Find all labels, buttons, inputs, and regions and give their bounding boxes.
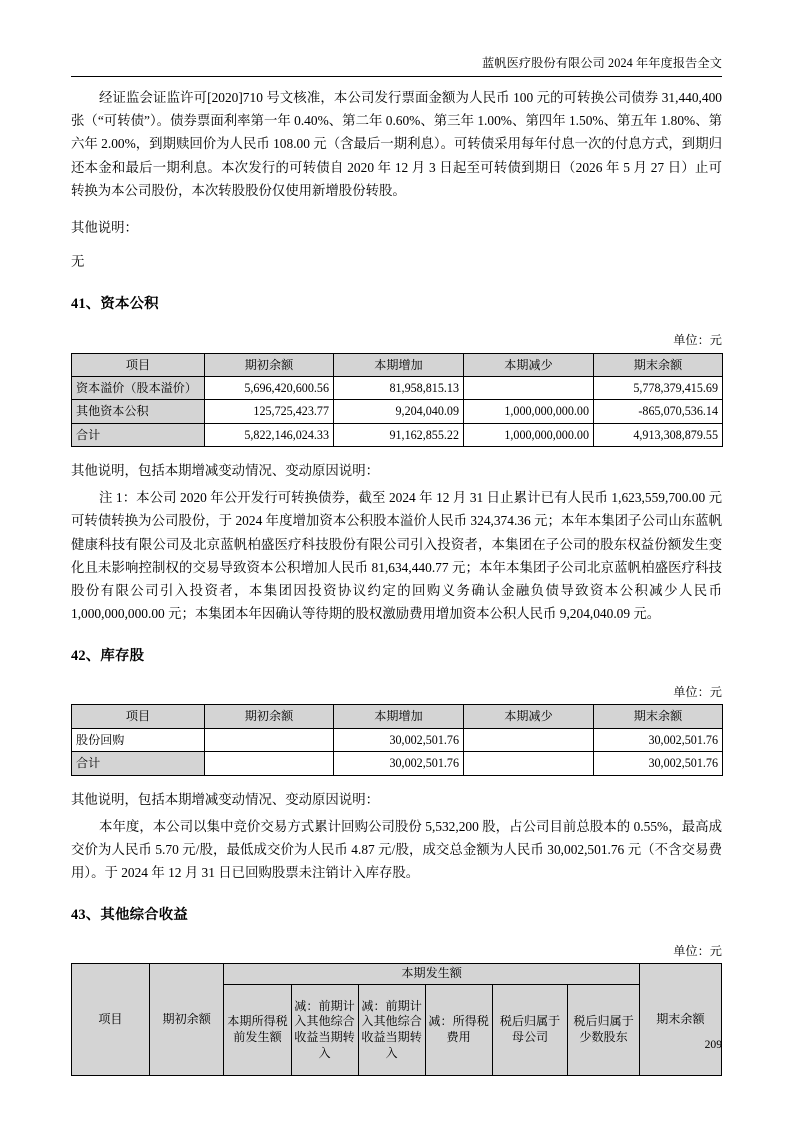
page-number: 209 bbox=[704, 1038, 722, 1051]
cell-opening: 5,822,146,024.33 bbox=[205, 423, 334, 446]
cell-opening: 125,725,423.77 bbox=[205, 400, 334, 423]
table-row bbox=[72, 728, 723, 751]
cell-increase: 81,958,815.13 bbox=[334, 376, 464, 399]
column-header-less-prior-oci-transfer-1: 减：前期计入其他综合收益当期转入 bbox=[291, 984, 358, 1075]
table-row-total bbox=[72, 752, 723, 775]
cell-closing: 5,778,379,415.69 bbox=[594, 376, 723, 399]
cell-decrease bbox=[464, 376, 594, 399]
column-header-closing: 期末余额 bbox=[639, 964, 721, 1076]
table-header-row bbox=[72, 353, 723, 376]
column-header-opening: 期初余额 bbox=[205, 705, 334, 728]
cell-opening bbox=[205, 752, 334, 775]
row-label: 股份回购 bbox=[72, 728, 205, 751]
cell-opening bbox=[205, 728, 334, 751]
row-label: 合计 bbox=[72, 423, 205, 446]
column-header-increase: 本期增加 bbox=[334, 353, 464, 376]
column-header-opening: 期初余额 bbox=[149, 964, 224, 1076]
column-header-increase: 本期增加 bbox=[334, 705, 464, 728]
column-header-closing: 期末余额 bbox=[594, 705, 723, 728]
cell-decrease: 1,000,000,000.00 bbox=[464, 423, 594, 446]
page-content bbox=[71, 86, 722, 1076]
table-row bbox=[72, 376, 723, 399]
column-header-less-prior-oci-transfer-2: 减：前期计入其他综合收益当期转入 bbox=[358, 984, 425, 1075]
section-title-43: 43、其他综合收益 bbox=[71, 907, 188, 924]
cell-closing: 4,913,308,879.55 bbox=[594, 423, 723, 446]
cell-decrease bbox=[464, 752, 594, 775]
running-header-title: 蓝帆医疗股份有限公司 2024 年年度报告全文 bbox=[482, 56, 722, 70]
column-header-decrease: 本期减少 bbox=[464, 705, 594, 728]
header-divider bbox=[71, 76, 722, 77]
column-header-closing: 期末余额 bbox=[594, 353, 723, 376]
other-note-label-intro: 其他说明： bbox=[71, 220, 138, 236]
column-header-after-tax-parent: 税后归属于母公司 bbox=[492, 984, 568, 1075]
column-header-current-period-group: 本期发生额 bbox=[224, 964, 639, 985]
column-header-less-income-tax: 减：所得税费用 bbox=[425, 984, 492, 1075]
row-label: 其他资本公积 bbox=[72, 400, 205, 423]
capital-reserve-table bbox=[71, 353, 723, 448]
convertible-bond-paragraph: 经证监会证监许可[2020]710 号文核准，本公司发行票面金额为人民币 100 元的可转换公司债券 31,440,400 张（“可转债”）。债券票面利率第一年 0.40%、第二年 0.60%、第三年 1.00%、第四年 1.50%、第五年 1.80%、第六年 2.00%，到期赎回价为人民币 108.00 元（含最后一期利息）。可转债采用每年付息一次的付息方式，到期归还本金和最后一期利息。本次发行的可转债自 2020 年 12 月 3 日起至可转债到期日（2026 年 5 月 27 日）止可转换为本公司股份，本次转股股份仅使用新增股份转股。 bbox=[71, 90, 722, 198]
column-header-item: 项目 bbox=[72, 353, 205, 376]
cell-increase: 30,002,501.76 bbox=[334, 728, 464, 751]
note-label-42: 其他说明，包括本期增减变动情况、变动原因说明： bbox=[71, 791, 379, 807]
unit-label-41: 单位：元 bbox=[673, 332, 722, 347]
column-header-pretax-amount: 本期所得税前发生额 bbox=[224, 984, 291, 1075]
column-header-after-tax-minority: 税后归属于少数股东 bbox=[568, 984, 639, 1075]
column-header-item: 项目 bbox=[72, 964, 150, 1076]
cell-opening: 5,696,420,600.56 bbox=[205, 376, 334, 399]
column-header-decrease: 本期减少 bbox=[464, 353, 594, 376]
table-row bbox=[72, 400, 723, 423]
cell-closing: 30,002,501.76 bbox=[594, 728, 723, 751]
other-comprehensive-income-table bbox=[71, 963, 722, 1076]
cell-increase: 30,002,501.76 bbox=[334, 752, 464, 775]
row-label: 资本溢价（股本溢价） bbox=[72, 376, 205, 399]
unit-label-42: 单位：元 bbox=[673, 684, 722, 699]
table-header-row bbox=[72, 705, 723, 728]
cell-increase: 9,204,040.09 bbox=[334, 400, 464, 423]
note-text-41: 注 1：本公司 2020 年公开发行可转换债券，截至 2024 年 12 月 31 日止累计已有人民币 1,623,559,700.00 元可转债转换为公司股份，于 2024 年度增加资本公积股本溢价人民币 324,374.36 元；本年本集团子公司山东蓝帆健康科技有限公司及北京蓝帆柏盛医疗科技股份有限公司引入投资者，本集团在子公司的股东权益份额发生变化且未影响控制权的交易导致资本公积增加人民币 81,634,440.77 元；本年本集团子公司北京蓝帆柏盛医疗科技股份有限公司引入投资者，本集团因投资协议约定的回购义务确认金融负债导致资本公积减少人民币 1,000,000,000.00 元；本集团本年因确认等待期的股权激励费用增加资本公积人民币 9,204,040.09 元。 bbox=[71, 490, 722, 622]
cell-closing: -865,070,536.14 bbox=[594, 400, 723, 423]
section-title-41: 41、资本公积 bbox=[71, 296, 159, 313]
cell-decrease: 1,000,000,000.00 bbox=[464, 400, 594, 423]
column-header-opening: 期初余额 bbox=[205, 353, 334, 376]
treasury-stock-table bbox=[71, 704, 723, 775]
cell-decrease bbox=[464, 728, 594, 751]
note-label-41: 其他说明，包括本期增减变动情况、变动原因说明： bbox=[71, 463, 379, 479]
table-row-total bbox=[72, 423, 723, 446]
column-header-item: 项目 bbox=[72, 705, 205, 728]
section-title-42: 42、库存股 bbox=[71, 648, 145, 665]
unit-label-43: 单位：元 bbox=[673, 943, 722, 958]
row-label: 合计 bbox=[72, 752, 205, 775]
table-header-row-top bbox=[72, 964, 722, 985]
cell-closing: 30,002,501.76 bbox=[594, 752, 723, 775]
other-note-value-intro: 无 bbox=[71, 254, 85, 270]
note-text-42: 本年度，本公司以集中竞价交易方式累计回购公司股份 5,532,200 股，占公司目前总股本的 0.55%，最高成交价为人民币 5.70 元/股，最低成交价为人民币 4.87 元/股，成交总金额为人民币 30,002,501.76 元（不含交易费用）。于 2024 年 12 月 31 日已回购股票未注销计入库存股。 bbox=[71, 818, 722, 881]
cell-increase: 91,162,855.22 bbox=[334, 423, 464, 446]
